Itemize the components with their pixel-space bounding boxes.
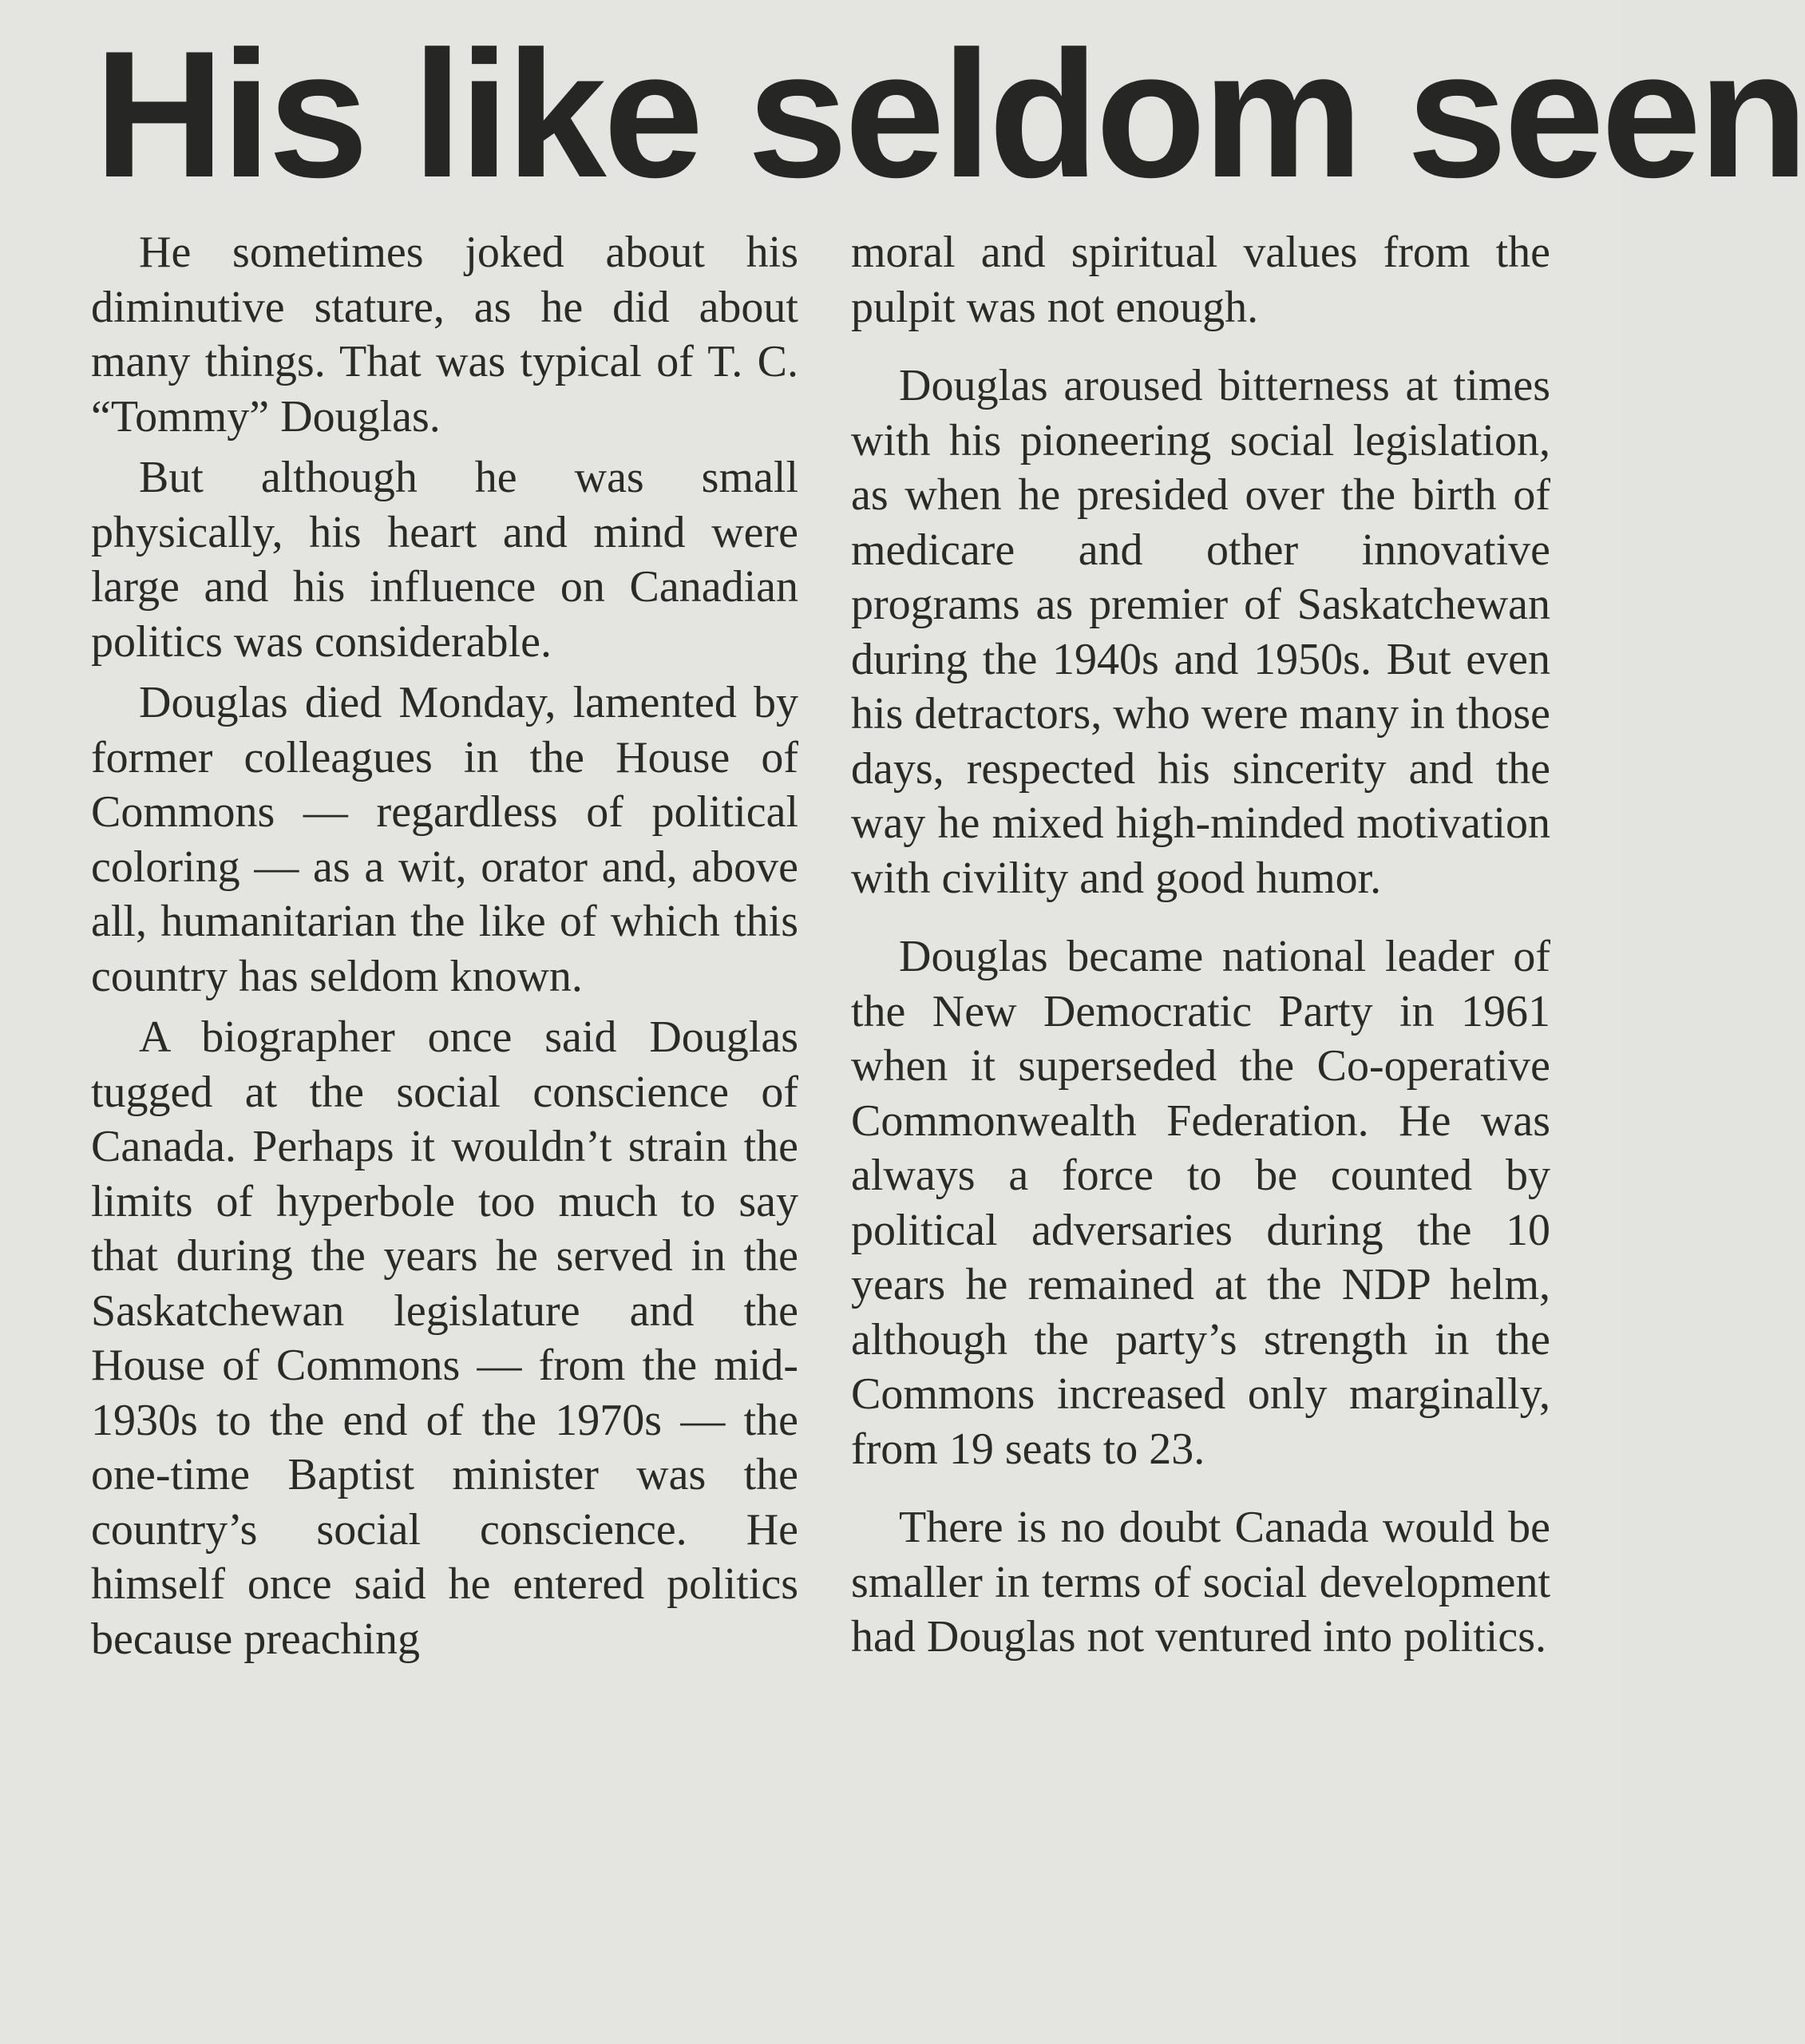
headline: His like seldom seen bbox=[94, 13, 1805, 215]
paragraph: A biographer once said Douglas tugged at the social conscience of Canada. Perhaps it wouldn’t strain the limits of hyperbole too much to say that during the years he served in the Saskatchewan legislature and the House of Commons — from the mid-1930s to the end of the 1970s — the one-time Baptist minister was the country’s social conscience. He himself once said he entered politics because preaching bbox=[91, 1012, 798, 1664]
paragraph-continuation: moral and spiritual values from the pulpit was not enough. bbox=[851, 228, 1550, 332]
paragraph: Douglas died Monday, lamented by former colleagues in the House of Commons — regardless of political coloring — as a wit, orator and, above all, humanitarian the like of which this country has seldom known. bbox=[91, 678, 798, 1001]
paragraph: He sometimes joked about his diminutive stature, as he did about many things. That was typical of T. C. “Tommy” Douglas. bbox=[91, 228, 798, 442]
paragraph: But although he was small physically, his heart and mind were large and his influence on Canadian politics was considerable. bbox=[91, 453, 798, 667]
paragraph: Douglas aroused bitterness at times with his pioneering social legislation, as when he presided over the birth of medicare and other innovative programs as premier of Saskatchewan during the 1940s and 1950s. But even his detractors, who were many in those days, respected his sincerity and the way he mixed high-minded motivation with civility and good humor. bbox=[851, 361, 1550, 903]
paragraph: Douglas became national leader of the New Democratic Party in 1961 when it superseded the Co-operative Commonwealth Federation. He was always a force to be counted by political adversaries during the 10 years he remained at the NDP helm, although the party’s strength in the Commons increased only marginally, from 19 seats to 23. bbox=[851, 932, 1550, 1474]
paragraph: There is no doubt Canada would be smaller in terms of social development had Douglas not ventured into politics. bbox=[851, 1503, 1550, 1662]
left-column bbox=[91, 225, 798, 1673]
right-column bbox=[851, 225, 1550, 1689]
